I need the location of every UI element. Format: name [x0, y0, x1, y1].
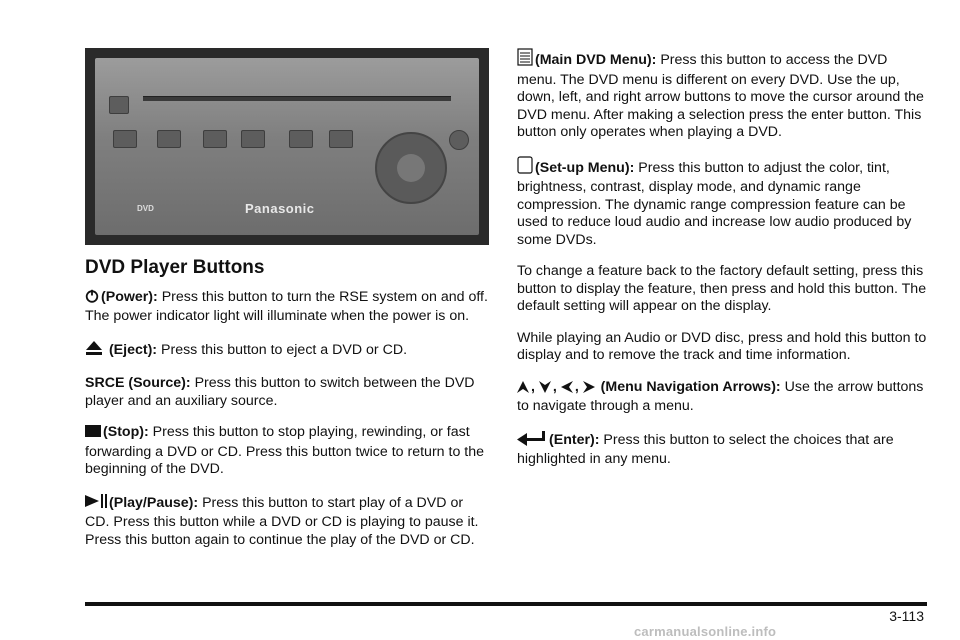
play-pause-entry [85, 493, 490, 550]
source-label: SRCE (Source): [85, 375, 191, 391]
watermark: carmanualsonline.info [634, 624, 777, 639]
eject-icon [85, 340, 103, 362]
enter-entry [517, 430, 927, 469]
photo-dvd-logo: DVD [137, 204, 154, 213]
play-pause-label: (Play/Pause): [109, 494, 199, 511]
photo-dpad [375, 132, 447, 204]
main-menu-entry [517, 48, 927, 142]
power-entry [85, 289, 490, 326]
dvd-player-photo [85, 48, 489, 245]
main-menu-label: (Main DVD Menu): [535, 52, 657, 68]
track-time-paragraph: While playing an Audio or DVD disc, press and hold this button to display and to remove the track and time information. [517, 329, 927, 363]
photo-menu-button [289, 130, 313, 148]
photo-play-button [241, 130, 265, 148]
eject-text: Press this button to eject a DVD or CD. [161, 341, 408, 358]
eject-entry [85, 340, 490, 362]
right-column [517, 48, 927, 483]
factory-default-paragraph: To change a feature back to the factory default setting, press this button to display the feature, then press and hold this button. The default setting will appear on the display. [517, 263, 927, 314]
setup-menu-text: Press this button to adjust the color, tint, brightness, contrast, display mode, and dynamic range compression. The dynamic range compression feature can be used to reduce loud audio and increase low audio produced by some DVDs. [517, 159, 912, 248]
play-pause-text: Press this button to start play of a DVD or CD. Press this button while a DVD or CD is playing to pause it. Press this button again to continue the play of the DVD or CD. [85, 494, 479, 548]
photo-brand-label: Panasonic [245, 201, 315, 216]
stop-icon [85, 424, 101, 444]
enter-text: Press this button to select the choices that are highlighted in any menu. [517, 431, 894, 467]
dvd-player-faceplate [95, 58, 479, 235]
photo-enter-button [449, 130, 469, 150]
photo-eject-button [109, 96, 129, 114]
left-arrow-icon [561, 381, 573, 399]
photo-power-button [113, 130, 137, 148]
main-menu-text: Press this button to access the DVD menu. The DVD menu is different on every DVD. Use the up, down, left, and right arrow buttons to move the cursor around the DVD menu. After making a selection press the enter button. This button only operates when playing a DVD. [517, 52, 924, 140]
photo-stop-button [203, 130, 227, 148]
main-menu-icon [517, 48, 533, 72]
setup-menu-icon [517, 156, 533, 180]
power-icon [85, 289, 99, 309]
photo-setup-button [329, 130, 353, 148]
power-text: Press this button to turn the RSE system on and off. The power indicator light will illuminate when the power is on. [85, 288, 488, 324]
source-text: Press this button to switch between the DVD player and an auxiliary source. [85, 375, 475, 409]
stop-label: (Stop): [103, 424, 149, 440]
power-label: (Power): [101, 288, 158, 305]
setup-menu-label: (Set-up Menu): [535, 159, 635, 176]
nav-arrows-text: Use the arrow buttons to navigate through a menu. [517, 378, 924, 414]
enter-label: (Enter): [549, 431, 600, 448]
stop-text: Press this button to stop playing, rewinding, or fast forwarding a DVD or CD. Press this button twice to return to the beginning of the DVD. [85, 424, 484, 477]
play-pause-icon [85, 493, 107, 515]
up-arrow-icon [517, 381, 529, 399]
disc-slot [143, 96, 451, 101]
right-arrow-icon [583, 381, 595, 399]
eject-label: (Eject): [108, 341, 158, 358]
down-arrow-icon [539, 381, 551, 399]
left-column [85, 48, 490, 563]
section-heading: DVD Player Buttons [85, 257, 265, 278]
nav-arrows-label: (Menu Navigation Arrows): [600, 378, 781, 395]
photo-srce-button [157, 130, 181, 148]
enter-icon [517, 430, 547, 452]
stop-entry [85, 424, 490, 479]
source-entry [85, 375, 490, 410]
page-number: 3-113 [889, 608, 924, 624]
nav-arrows-entry: , , , (Menu Navigation Arrows): Use the arrow buttons to navigate through a menu. [517, 378, 924, 414]
setup-menu-entry [517, 156, 927, 250]
footer-rule [85, 602, 927, 606]
